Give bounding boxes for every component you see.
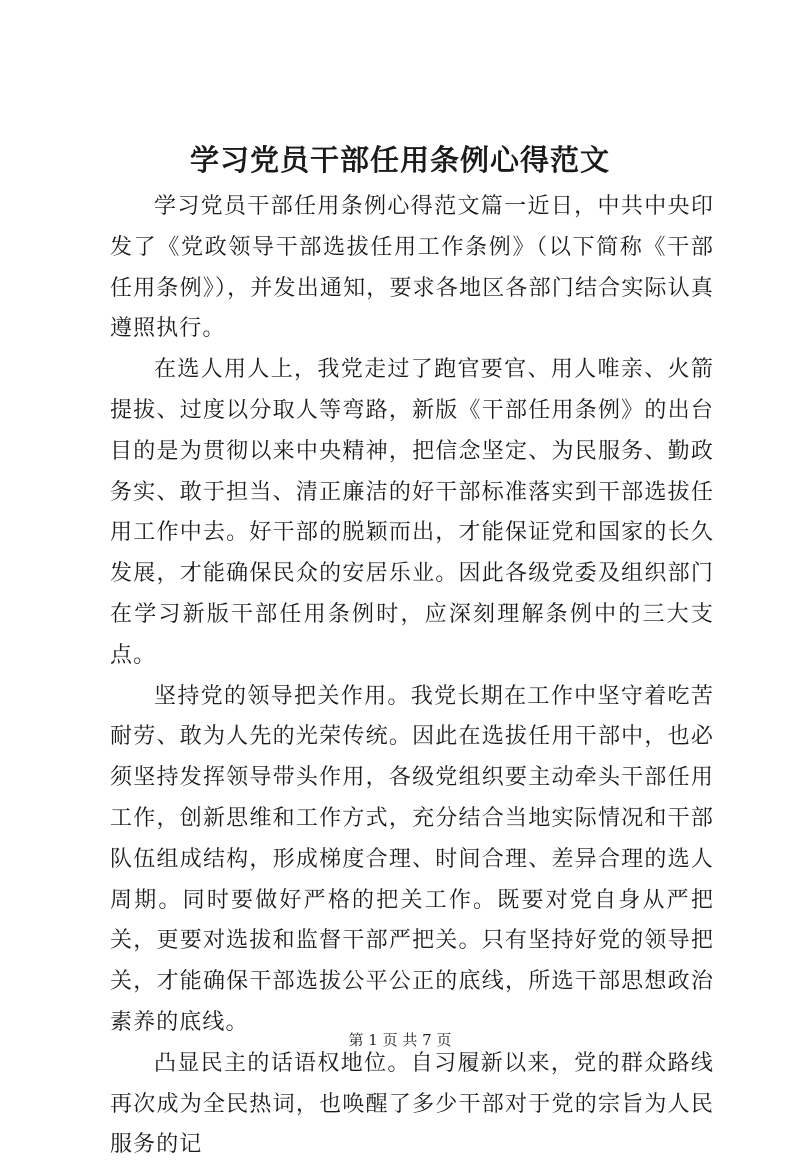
document-body — [110, 187, 714, 1166]
paragraph: 坚持党的领导把关作用。我党长期在工作中坚守着吃苦耐劳、敢为人先的光荣传统。因此在选拔任用干部中，也必须坚持发挥领导带头作用，各级党组织要主动牵头干部任用工作，创新思维和工作方式，充分结合当地实际情况和干部队伍组成结构，形成梯度合理、时间合理、差异合理的选人周期。同时要做好严格的把关工作。既要对党自身从严把关，更要对选拔和监督干部严把关。只有坚持好党的领导把关，才能确保干部选拔公平公正的底线，所选干部思想政治素养的底线。 — [110, 683, 714, 1035]
document-title: 学习党员干部任用条例心得范文 — [189, 143, 610, 177]
paragraph: 学习党员干部任用条例心得范文篇一近日，中共中央印发了《党政领导干部选拔任用工作条例》（以下简称《干部任用条例》），并发出通知，要求各地区各部门结合实际认真遵照执行。 — [110, 194, 714, 342]
page-number-footer: 第 1 页 共 7 页 — [348, 1031, 452, 1049]
paragraph: 凸显民主的话语权地位。自习履新以来，党的群众路线再次成为全民热词，也唤醒了多少干部对于党的宗旨为人民服务的记 — [110, 1050, 714, 1158]
paragraph: 在选人用人上，我党走过了跑官要官、用人唯亲、火箭提拔、过度以分取人等弯路，新版《干部任用条例》的出台目的是为贯彻以来中央精神，把信念坚定、为民服务、勤政务实、敢于担当、清正廉洁的好干部标准落实到干部选拔任用工作中去。好干部的脱颖而出，才能保证党和国家的长久发展，才能确保民众的安居乐业。因此各级党委及组织部门在学习新版干部任用条例时，应深刻理解条例中的三大支点。 — [110, 357, 714, 668]
